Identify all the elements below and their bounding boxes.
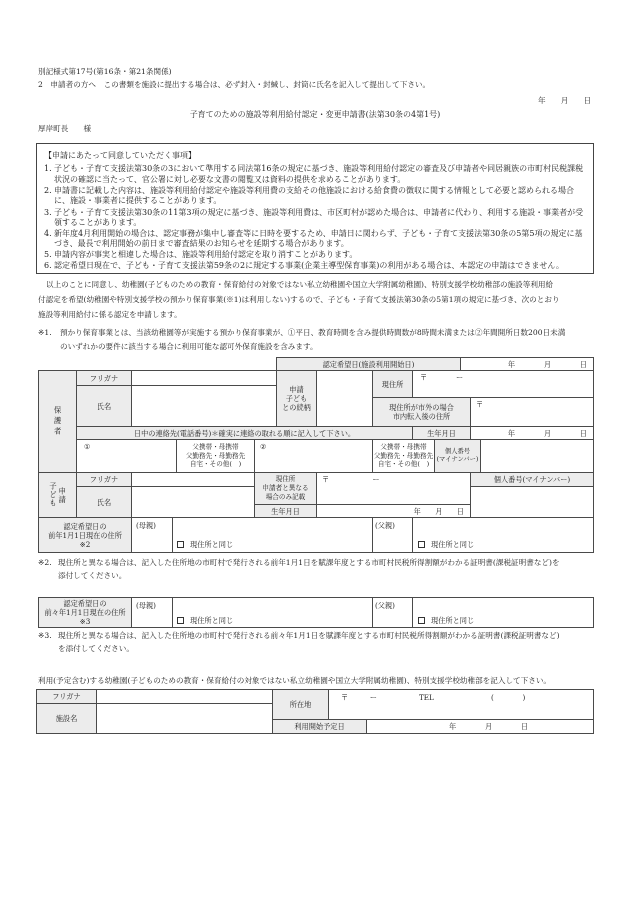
facility-instruction: 利用(予定含む)する幼稚園(子どものための教育・保育給付の対象ではない私立幼稚園や国立大学附属幼稚園)、特別支援学校幼稚部を記入して下さい。 — [38, 676, 552, 685]
child-furigana-field[interactable] — [131, 472, 255, 487]
child-section-label — [38, 472, 77, 518]
guardian-mynumber-label: 個人番号 (マイナンバー) — [434, 439, 481, 473]
note2-number: ※2. — [38, 558, 52, 567]
consent-item-number: 3. — [44, 208, 52, 217]
same-address-label: 現住所と同じ — [190, 616, 234, 625]
consent-item-line: 申請書に記載した内容は、施設等利用給付認定や施設等利用費の支給その他施設における給食費の徴収に関する情報として必要と認められる場合 — [54, 186, 574, 195]
note1-line: のいずれかの要件に該当する場合に利用可能な認可外保育施設を含みます。 — [60, 342, 318, 351]
consent-item-line: 子ども・子育て支援法第30条の3において準用する同法第16条の規定に基づき、施設等利用給付認定の審査及び申請者や同居親族の市町村民税課税 — [54, 164, 584, 173]
child-address-label: 現住所 申請者と異なる 場合のみ記載 — [254, 472, 317, 505]
consent-item-line: 新年度4月利用開始の場合は、認定事務が集中し審査等に日時を要するため、申請日に関わらず、子ども・子育て支援法第30条の5第5項の規定に基 — [54, 229, 583, 238]
prev-year-mother-address-field[interactable] — [172, 517, 373, 553]
tel-label: TEL — [419, 693, 434, 702]
mother-label: (母親) — [136, 521, 156, 530]
child-mynumber-field[interactable] — [470, 486, 594, 518]
postal-mark: 〒 ー — [322, 475, 380, 484]
contact-1-marker: ① — [84, 442, 91, 451]
consent-item-number: 2. — [44, 186, 52, 195]
prev2-year-mother-address-field[interactable] — [172, 597, 373, 628]
form-title: 子育てのための施設等利用給付認定・変更申請書(法第30条の4第1号) — [189, 110, 441, 119]
statement-line: 施設等利用給付に係る認定を申請します。 — [38, 310, 182, 319]
facility-start-date-units: 年 月 日 — [449, 722, 529, 731]
guardian-relation-field[interactable] — [316, 370, 373, 427]
mother-label: (母親) — [136, 601, 156, 610]
postal-mark: 〒 — [476, 400, 484, 409]
tel-parentheses: ( ) — [491, 693, 526, 702]
child-furigana-label: フリガナ — [76, 472, 132, 487]
statement-line: 付認定を希望(幼稚園や特別支援学校の預かり保育事業(※1)は利用しない)するので、子ども・子育て支援法第30条の5第1項の規定に基づき、次のとおり — [38, 295, 560, 304]
guardian-birth-field[interactable] — [470, 426, 594, 440]
daytime-contact-label: 日中の連絡先(電話番号)＊確実に連絡の取れる順に記入して下さい。 — [76, 426, 413, 440]
same-address-checkbox[interactable] — [177, 617, 184, 624]
guardian-address-field[interactable] — [412, 370, 594, 398]
note2-line: 現住所と異なる場合は、記入した住所地の市町村で発行される前年1月1日を賦課年度とする市町村民税所得割額がわかる証明書(課税証明書など)を — [58, 558, 560, 567]
facility-furigana-label: フリガナ — [36, 689, 97, 704]
facility-name-field[interactable] — [96, 703, 273, 734]
note1-line: 預かり保育事業とは、当該幼稚園等が実施する預かり保育事業が、①平日、教育時間を含み提供時間数が8時間未満または②年間開所日数200日未満 — [60, 328, 566, 337]
prev2-year-father-address-field[interactable] — [412, 597, 594, 628]
contact-2-field[interactable] — [254, 439, 373, 473]
guardian-furigana-label: フリガナ — [76, 370, 132, 386]
guardian-birth-units: 年 月 日 — [507, 428, 587, 438]
same-address-checkbox[interactable] — [177, 541, 184, 548]
prev-year-father-address-field[interactable] — [412, 517, 594, 553]
consent-item-line: 状況の確認に当たって、官公署に対し必要な文書の閲覧又は資料の提供を求めることがあります。 — [54, 175, 406, 184]
statement-line: 以上のことに同意し、幼稚園(子どものための教育・保育給付の対象ではない私立幼稚園や国立大学附属幼稚園)、特別支援学校幼稚部の施設等利用給 — [46, 280, 554, 289]
consent-heading: 【申請にあたって同意していただく事項】 — [44, 151, 196, 160]
child-name-label: 氏名 — [76, 486, 132, 518]
addressee: 厚岸町長 様 — [38, 124, 92, 133]
prev2-year-father-label-cell — [372, 597, 413, 628]
father-label: (父親) — [375, 601, 395, 610]
desired-date-field[interactable] — [460, 357, 594, 371]
prev-year-father-label-cell — [372, 517, 413, 553]
facility-location-field[interactable] — [328, 689, 594, 720]
note3-number: ※3. — [38, 631, 52, 640]
facility-start-date-label: 利用開始予定日 — [272, 719, 367, 734]
postal-mark: 〒 ー — [341, 693, 377, 702]
guardian-moved-address-field[interactable] — [470, 397, 594, 427]
consent-item-number: 1. — [44, 164, 52, 173]
same-address-label: 現住所と同じ — [190, 540, 234, 549]
desired-date-label: 認定希望日(施設利用開始日) — [276, 357, 461, 371]
contact-1-field[interactable] — [76, 439, 177, 473]
child-birth-label: 生年月日 — [254, 504, 317, 518]
contact-1-type-options: 父携帯・母携帯 父勤務先・母勤務先 自宅・その他( ) — [176, 439, 255, 473]
postal-mark: 〒 ー — [420, 373, 464, 382]
prev-year-mother-label-cell — [131, 517, 173, 553]
prev2-year-address-label: 認定希望日の 前々年1月1日現在の住所 ※3 — [38, 597, 132, 628]
same-address-checkbox[interactable] — [418, 617, 425, 624]
submission-notice: 2 申請者の方へ この書類を施設に提出する場合は、必ず封入・封緘し、封筒に氏名を記入して提出して下さい。 — [38, 80, 431, 89]
same-address-label: 現住所と同じ — [431, 616, 475, 625]
facility-furigana-field[interactable] — [96, 689, 273, 704]
note3-line: 現住所と異なる場合は、記入した住所地の市町村で発行される前々年1月1日を賦課年度とする市町村民税所得割額がわかる証明書(課税証明書など) — [58, 631, 560, 640]
note2-line: 添付してください。 — [58, 571, 127, 580]
contact-2-type-options: 父携帯・母携帯 父勤務先・母勤務先 自宅・その他( ) — [372, 439, 435, 473]
consent-item-number: 4. — [44, 229, 52, 238]
child-birth-units: 年 月 日 — [413, 506, 464, 516]
guardian-relation-label: 申請 子ども との続柄 — [276, 370, 317, 427]
consent-item-line: 認定希望日現在で、子ども・子育て支援法第59条の2に規定する事業(企業主導型保育事業)の利用がある場合は、本認定の申請はできません。 — [54, 261, 564, 270]
guardian-section-label — [38, 370, 77, 473]
note3-line: を添付してください。 — [58, 644, 134, 653]
facility-location-label: 所在地 — [272, 689, 329, 720]
guardian-furigana-field[interactable] — [131, 370, 277, 386]
guardian-mynumber-field[interactable] — [480, 439, 594, 473]
child-mynumber-label: 個人番号(マイナンバー) — [470, 472, 594, 487]
guardian-section-text: 保護者 — [53, 405, 63, 438]
guardian-name-field[interactable] — [131, 385, 277, 427]
consent-item-number: 5. — [44, 250, 52, 259]
guardian-moved-address-label: 現住所が市外の場合 市内転入後の住所 — [372, 397, 471, 427]
father-label: (父親) — [375, 521, 395, 530]
child-name-field[interactable] — [131, 486, 255, 518]
consent-item-line: に、施設・事業者に提供することがあります。 — [54, 196, 222, 205]
guardian-name-label: 氏名 — [76, 385, 132, 427]
application-date: 年 月 日 — [538, 96, 592, 105]
guardian-address-label: 現住所 — [372, 370, 413, 398]
child-section-text: 申請 子ども — [48, 482, 67, 508]
child-birth-field[interactable] — [316, 504, 471, 518]
same-address-label: 現住所と同じ — [431, 540, 475, 549]
consent-item-line: づき、最長で利用開始の前日まで審査結果のお知らせを延期する場合があります。 — [54, 239, 349, 248]
facility-start-date-field[interactable] — [366, 719, 594, 734]
consent-item-line: 申請内容が事実と相違した場合は、施設等利用給付認定を取り消すことがあります。 — [54, 250, 358, 259]
note1-number: ※1. — [38, 328, 52, 337]
prev2-year-mother-label-cell — [131, 597, 173, 628]
consent-item-number: 6. — [44, 261, 52, 270]
consent-item-line: 子ども・子育て支援法第30条の11第3項の規定に基づき、施設等利用費は、市区町村が認めた場合は、申請者に代わり、利用する施設・事業者が受 — [54, 208, 584, 217]
form-number: 別記様式第17号(第16条・第21条関係) — [38, 67, 172, 76]
desired-date-units: 年 月 日 — [507, 359, 587, 369]
prev-year-address-label: 認定希望日の 前年1月1日現在の住所 ※2 — [38, 517, 132, 553]
contact-2-marker: ② — [260, 442, 267, 451]
facility-name-label: 施設名 — [36, 703, 97, 734]
same-address-checkbox[interactable] — [418, 541, 425, 548]
guardian-birth-label: 生年月日 — [412, 426, 471, 440]
consent-item-line: 領することがあります。 — [54, 218, 142, 227]
child-address-field[interactable] — [316, 472, 471, 505]
